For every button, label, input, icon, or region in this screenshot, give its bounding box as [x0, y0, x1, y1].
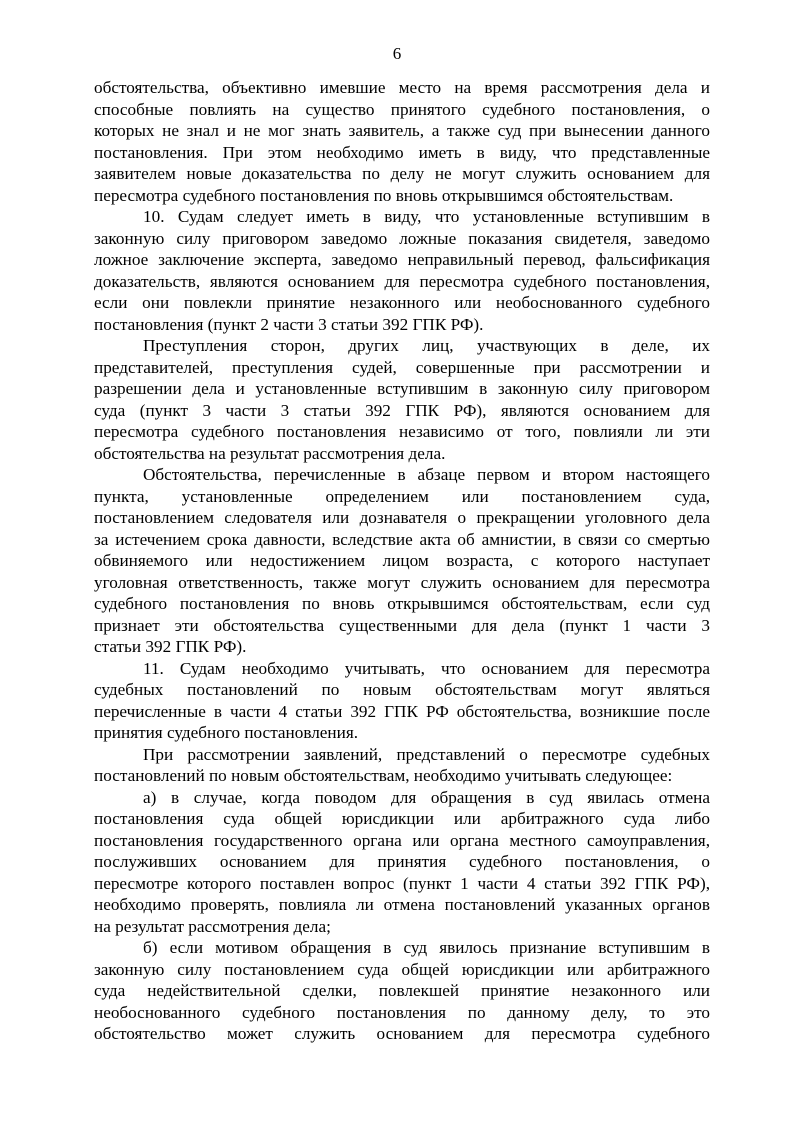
text-line: статьи 392 ГПК РФ). [94, 637, 247, 656]
text-line: необоснованного судебного постановления по данному делу, то это [94, 1002, 710, 1022]
text-line: законную силу постановлением суда общей юрисдикции или арбитражного [94, 959, 710, 979]
text-line: необходимо проверять, повлияла ли отмена постановлений указанных органов [94, 895, 710, 914]
text-line: ложное заключение эксперта, заведомо неправильный перевод, фальсификация [94, 250, 710, 269]
paragraph [94, 787, 710, 938]
paragraph [94, 464, 710, 658]
text-line: 11. Судам необходимо учитывать, что основанием для пересмотра [143, 658, 710, 678]
text-line: признает эти обстоятельства существенными для дела (пункт 1 части 3 [94, 615, 710, 635]
text-line: суда (пункт 3 части 3 статьи 392 ГПК РФ), являются основанием для [94, 400, 710, 420]
text-line: постановлений по новым обстоятельствам, необходимо учитывать следующее: [94, 766, 673, 785]
text-line: способные повлиять на существо принятого судебного постановления, о [94, 99, 710, 119]
page-number: 6 [392, 44, 402, 63]
text-line: пересмотре которого поставлен вопрос (пункт 1 части 4 статьи 392 ГПК РФ), [94, 873, 710, 893]
paragraph [94, 335, 710, 464]
document-body [94, 77, 710, 1045]
text-line: б) если мотивом обращения в суд явилось признание вступившим в [143, 938, 710, 957]
text-line: послуживших основанием для принятия судебного постановления, о [94, 852, 710, 871]
text-line: разрешении дела и установленные вступившим в законную силу приговором [94, 379, 710, 398]
text-line: постановления государственного органа или органа местного самоуправления, [94, 830, 710, 850]
text-line: обвиняемого или недостижением лицом возраста, с которого наступает [94, 551, 710, 570]
text-line: Преступления сторон, других лиц, участвующих в деле, их [143, 336, 710, 355]
text-line: обстоятельства, объективно имевшие место на время рассмотрения дела и [94, 78, 710, 97]
text-line: постановления (пункт 2 части 3 статьи 392 ГПК РФ). [94, 314, 484, 334]
text-line: заявителем новые доказательства по делу не могут служить основанием для [94, 164, 710, 183]
text-line: обстоятельство может служить основанием для пересмотра судебного [94, 1024, 710, 1043]
paragraph [94, 77, 710, 206]
text-line: При рассмотрении заявлений, представлений о пересмотре судебных [143, 744, 710, 764]
paragraph [94, 744, 710, 787]
text-line: уголовная ответственность, также могут служить основанием для пересмотра [94, 572, 710, 592]
text-line: суда недействительной сделки, повлекшей принятие незаконного или [94, 981, 710, 1000]
text-line: законную силу приговором заведомо ложные показания свидетеля, заведомо [94, 228, 710, 248]
text-line: Обстоятельства, перечисленные в абзаце первом и втором настоящего [143, 465, 710, 484]
paragraph [94, 937, 710, 1045]
text-line: пересмотра судебного постановления независимо от того, повлияли ли эти [94, 422, 710, 441]
text-line: которых не знал и не мог знать заявитель, а также суд при вынесении данного [94, 121, 710, 140]
text-line: 10. Судам следует иметь в виду, что установленные вступившим в [143, 207, 710, 226]
text-line: постановлением следователя или дознавателя о прекращении уголовного дела [94, 508, 710, 527]
text-line: судебного постановления по вновь открывшимся обстоятельствам, если суд [94, 594, 710, 613]
text-line: обстоятельства на результат рассмотрения дела. [94, 443, 446, 463]
text-line: за истечением срока давности, вследствие акта об амнистии, в связи со смертью [94, 529, 710, 549]
text-line: пересмотра судебного постановления по вновь открывшимся обстоятельствам. [94, 185, 674, 205]
text-line: судебных постановлений по новым обстоятельствам могут являться [94, 680, 710, 699]
text-line: перечисленные в части 4 статьи 392 ГПК РФ обстоятельства, возникшие после [94, 701, 710, 721]
text-line: доказательств, являются основанием для пересмотра судебного постановления, [94, 271, 710, 291]
text-line: постановления суда общей юрисдикции или арбитражного суда либо [94, 809, 710, 828]
text-line: если они повлекли принятие незаконного или необоснованного судебного [94, 293, 710, 312]
paragraph [94, 658, 710, 744]
text-line: на результат рассмотрения дела; [94, 916, 331, 936]
text-line: представителей, преступления судей, совершенные при рассмотрении и [94, 357, 710, 377]
text-line: постановления. При этом необходимо иметь в виду, что представленные [94, 142, 710, 162]
paragraph [94, 206, 710, 335]
text-line: а) в случае, когда поводом для обращения в суд явилась отмена [143, 787, 710, 807]
text-line: пункта, установленные определением или постановлением суда, [94, 486, 710, 506]
text-line: принятия судебного постановления. [94, 723, 359, 742]
